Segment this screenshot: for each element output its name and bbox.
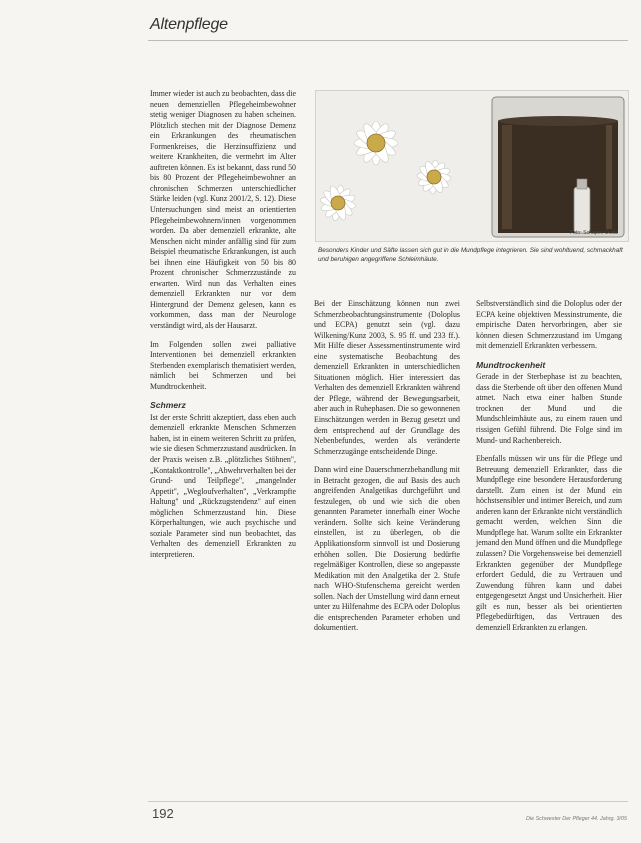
heading-schmerz: Schmerz: [150, 400, 186, 411]
journal-footer: Die Schwester Der Pfleger 44. Jahrg. 3/05: [526, 816, 627, 822]
section-title: Altenpflege: [150, 16, 228, 33]
column-2-paragraph-2: Dann wird eine Dauerschmerzbehandlung mit in Betracht gezogen, die auf Basis des auch angreifenden Analgetikas durchgeführt und festzulegen, ob und wie sich die oben genannten Parameter innerhalb einer Woche verändern. Sollte sich keine Veränderung einstellen, ist zu überlegen, ob die Applikationsform sinnvoll ist und Dosierung erhöhen sollen. Die Dosierung bedürfte regelmäßiger Kontrollen, diese so angepasste Medikation mit den Analgetika der 2. Stufe nach WHO-Stufenschema gereicht werden sollen. Nach der Umstellung wird dann erneut unter zu Hilfenahme des ECPA oder Doloplus die entsprechenden Parameter erhoben und dokumentiert.: [314, 465, 460, 633]
footer-rule: [148, 801, 628, 802]
column-1-paragraph-3: Ist der erste Schritt akzeptiert, dass eben auch demenziell erkrankte Menschen Schmerzen haben, ist in einem weiteren Schritt zu prüfen, wie sie diesen Schmerzzustand ausdrücken. In der Praxis weisen z.B. „plötzliches Stöhnen", „Kontaktkontrolle", „Abwehrverhalten bei der Grund- und Teilpflege", „mangelnder Appetit", „Wegloufverhalten", „Verkrampfte Haltung" und „Rückzugstendenz" auf einen möglichen Schmerzzustand hin. Diese Körperhaltungen, wie auch psychische und soziale Parameter sind nun beobachtet, das Verhalten des demenziell Erkrankten zu interpretieren.: [150, 412, 296, 559]
column-1-paragraph-2: Im Folgenden sollen zwei palliative Interventionen bei demenziell erkrankten Sterbenden exemplarisch thematisiert werden, nämlich bei Schmerzen und bei Mundtrockenheit.: [150, 339, 296, 391]
heading-mundtrockenheit: Mundtrockenheit: [476, 359, 546, 370]
column-2: [314, 299, 460, 642]
column-3-paragraph-2: Gerade in der Sterbephase ist zu beachten, dass die Sterbende oft über den offenen Mund atmet. Nach etwa einer halben Stunde trocknen der Mund und die Mundschleimhäute aus, zu einem rauen und rissigen Gefühl führend. Die Folge sind im Mund- und Rachenbereich.: [476, 372, 622, 445]
small-bottle: [574, 179, 590, 233]
column-3-paragraph-1: Selbstverständlich sind die Doloplus oder der ECPA keine objektiven Messinstrumente, die empirische Daten hervorbringen, aber sie können diesen Schmerzzustand im Umgang mit demenziell Erkrankten verbessern.: [476, 299, 622, 351]
juice-glass: [492, 97, 624, 237]
photo-illustration: [316, 91, 628, 241]
column-3: [476, 299, 622, 641]
column-2-paragraph-1: Bei der Einschätzung können nun zwei Schmerzbeobachtungsinstrumente (Doloplus und ECPA) genutzt sein (vgl. dazu Wilkening/Kunz 2003, S. 95 ff. und 233 ff.). Mit Hilfe dieser Assessmentinstrumente wird eine systematische Beobachtung des demenziell Erkrankten in unterschiedlichen Situationen möglich. Hier interessiert das Verhalten des demenziell Erkrankten während der Pflege, während der Bewegungsarbeit, aber auch in Ruhephasen. Die so gewonnenen Einschätzungen werden in Bezug gesetzt und dem entsprechend auf der Grundlage des Nebenbefundes, werden als veränderte Schmerzzugänge entscheidende Dinge.: [314, 299, 460, 456]
column-3-paragraph-3: Ebenfalls müssen wir uns für die Pflege und Betreuung demenziell Erkrankter, dass die Mundpflege eine besondere Herausforderung darstellt. Zum einen ist der Mund ein höchstsensibler und intimer Bereich, und zum anderen kann der Erkrankte nicht verständlich gemacht werden, welchen Sinn die Mundpflege hat. Warum sollte ein Erkrankter jemand den Mund öffnen und die Mundpflege zulassen? Die Vorgehensweise bei demenziell Erkrankten gegenüber der Mundpflege erfordert Geduld, die zu Vertrauen und Zuwendung führen kann und dabei entgegengesetzt Angst und Unsicherheit. Hier gilt es nun, besser als bei orientierten Pflegebedürftigen, das Vertrauen des demenziell Erkrankten zu erlangen.: [476, 454, 622, 632]
header-rule: [148, 40, 628, 41]
column-1-paragraph-1: Immer wieder ist auch zu beobachten, dass die neuen demenziellen Pflegeheimbewohner stetig weniger Diagnosen zu haben scheinen. Plötzlich stechen mit der Diagnose Demenz ein Erkrankungen des rheumatischen Formenkreises, die Herzinsuffizienz und weitere Krankheiten, die vermehrt im Alter auftreten können. Es ist bekannt, dass rund 50 bis 80 Prozent der Pflegeheimbewohner an chronischen Schmerzen unterschiedlicher Stärke leiden (vgl. Kunz 2001/2, S. 12). Diese Untersuchungen sind meist an orientierten Pflegeheimbewohnern/innen vorgenommen worden. Da aber demenziell erkrankte, alte Menschen nicht minder anfällig sind für zum Beispiel rheumatische Erkrankungen, ist auch bei ihnen eine Häufigkeit von 50 bis 80 Prozent chronischer Schmerzzustände zu erwarten. Wird nun das Verhalten eines demenziell Erkrankten nur vor dem Hintergrund der Demenz gelesen, kann es vorkommen, dass man der Neurologe verständigt wird, als der Hausarzt.: [150, 89, 296, 331]
photo-credit: Foto: Schaper, Dalitz: [569, 230, 618, 236]
daisy-juice-photo: [315, 90, 629, 242]
page-number: 192: [152, 806, 174, 821]
figure-caption: Besonders Kinder und Säfte lassen sich gut in die Mundpflege integrieren. Sie sind wohltuend, schmackhaft und beruhigen angegriffene Schleimhäute.: [318, 247, 623, 263]
column-1: [150, 89, 296, 568]
